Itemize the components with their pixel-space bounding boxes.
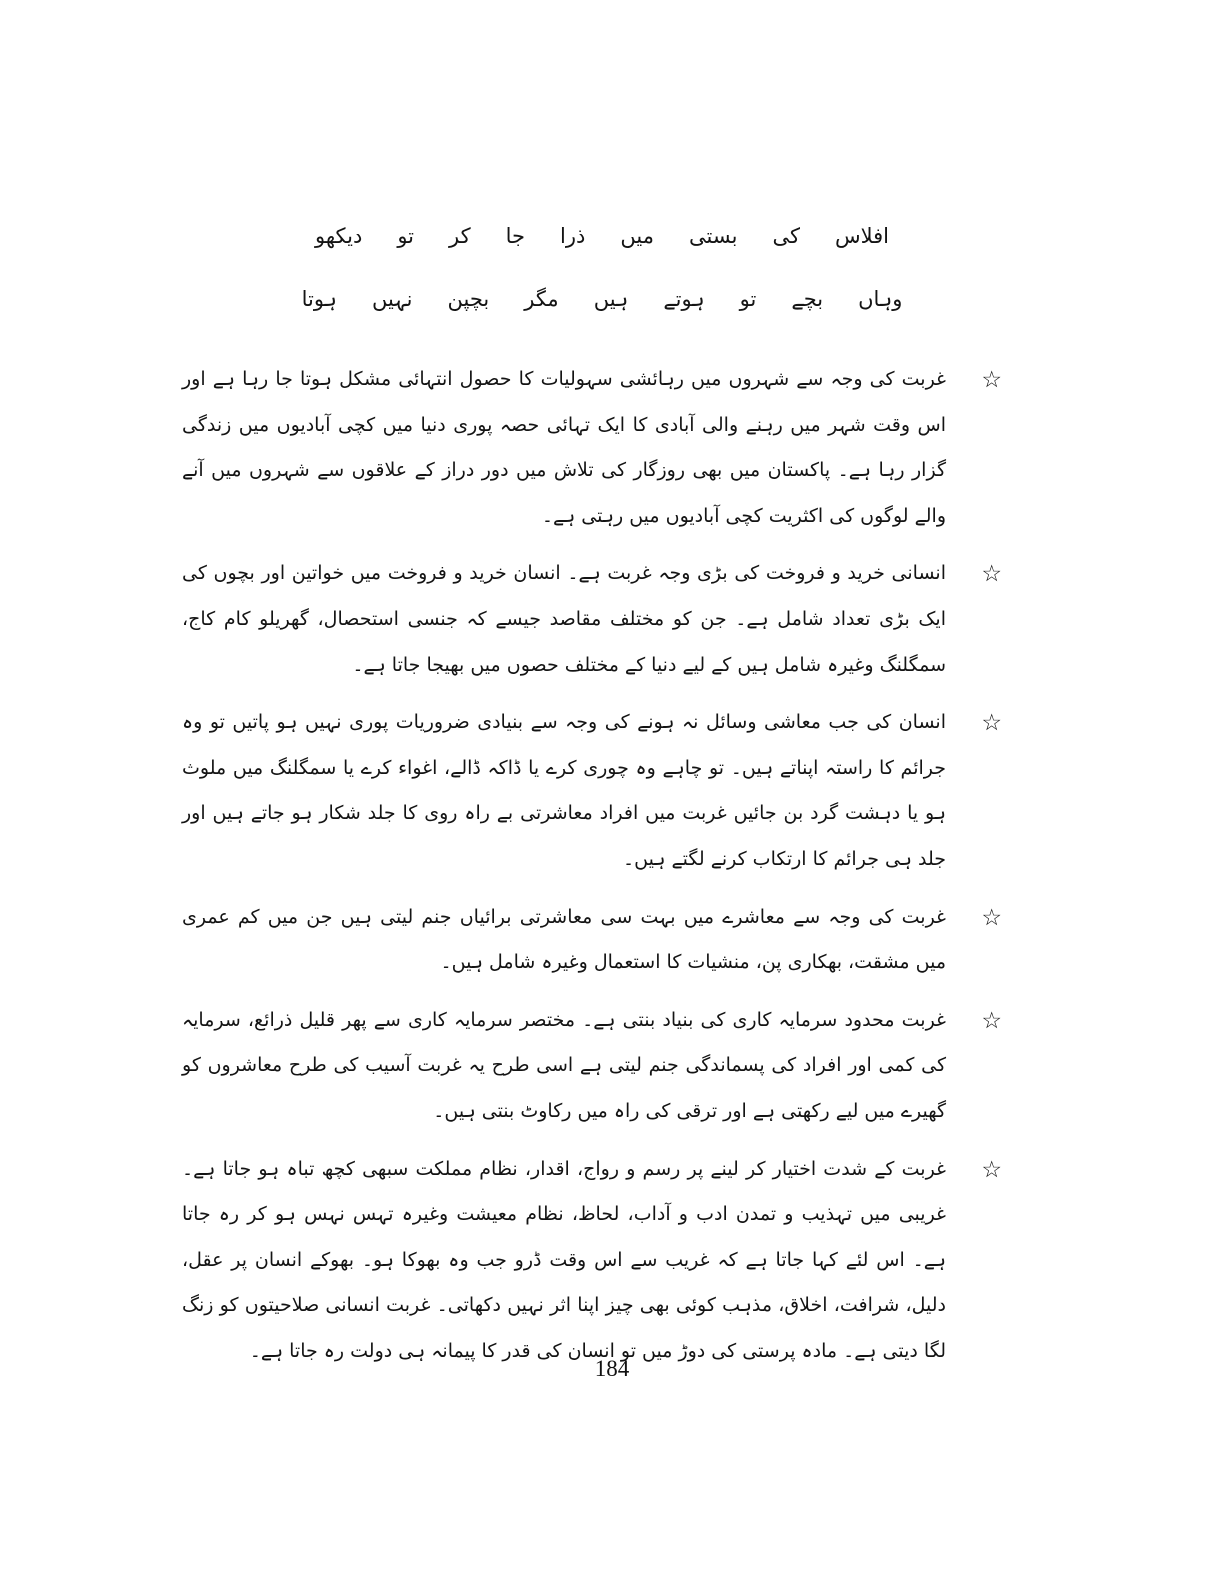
poem-line-2: وہاں بچے تو ہوتے ہیں مگر بچپن نہیں ہوتا bbox=[301, 287, 903, 311]
bullet-text-1: غربت کی وجہ سے شہروں میں رہائشی سہولیات کا حصول انتہائی مشکل ہوتا جا رہا ہے اور اس وقت شہر میں رہنے والی آبادی کا ایک تہائی حصہ پوری دنیا میں کچی آبادیوں میں زندگی گزار رہا ہے۔ پاکستان میں بھی روزگار کی تلاش میں دور دراز کے علاقوں سے شہروں میں آنے والے لوگوں کی اکثریت کچی آبادیوں میں رہتی ہے۔ bbox=[182, 368, 946, 527]
bullet-item-4 bbox=[182, 895, 1002, 986]
bullet-text-2: انسانی خرید و فروخت کی بڑی وجہ غربت ہے۔ انسان خرید و فروخت میں خواتین اور بچوں کی ایک بڑی تعداد شامل ہے۔ جن کو مختلف مقاصد جیسے کہ جنسی استحصال، گھریلو کام کاج، سمگلنگ وغیرہ شامل ہیں کے لیے دنیا کے مختلف حصوں میں بھیجا جاتا ہے۔ bbox=[182, 562, 946, 676]
bullet-text-3: انسان کی جب معاشی وسائل نہ ہونے کی وجہ سے بنیادی ضروریات پوری نہیں ہو پاتیں تو وہ جرائم کا راستہ اپناتے ہیں۔ تو چاہے وہ چوری کرے یا ڈاکہ ڈالے، اغواء کرے یا سمگلنگ میں ملوث ہو یا دہشت گرد بن جائیں غربت میں افراد معاشرتی بے راہ روی کا جلد شکار ہو جاتے ہیں اور جلد ہی جرائم کا ارتکاب کرنے لگتے ہیں۔ bbox=[182, 711, 946, 870]
page-number: 184 bbox=[594, 1356, 630, 1381]
bullet-item-6 bbox=[182, 1147, 1002, 1375]
bullet-text-5: غربت محدود سرمایہ کاری کی بنیاد بنتی ہے۔ مختصر سرمایہ کاری سے پھر قلیل ذرائع، سرمایہ کی کمی اور افراد کی پسماندگی جنم لیتی ہے اسی طرح یہ غربت آسیب کی طرح معاشروں کو گھیرے میں لیے رکھتی ہے اور ترقی کی راہ میں رکاوٹ بنتی ہیں۔ bbox=[182, 1008, 946, 1122]
bullet-item-3 bbox=[182, 700, 1002, 882]
bullet-item-5 bbox=[182, 998, 1002, 1135]
bullet-item-2 bbox=[182, 551, 1002, 688]
star-bullet-icon: ☆ bbox=[981, 1007, 1002, 1034]
star-bullet-icon: ☆ bbox=[981, 367, 1002, 393]
poem-couplet bbox=[242, 205, 962, 331]
star-bullet-icon: ☆ bbox=[981, 710, 1002, 737]
star-bullet-icon: ☆ bbox=[981, 1156, 1002, 1183]
page-content bbox=[182, 205, 1002, 1386]
star-bullet-icon: ☆ bbox=[981, 561, 1002, 588]
poem-line-1: افلاس کی بستی میں ذرا جا کر تو دیکھو bbox=[314, 224, 890, 248]
star-bullet-icon: ☆ bbox=[981, 904, 1002, 931]
bullet-item-1 bbox=[182, 357, 1002, 539]
bullet-text-4: غربت کی وجہ سے معاشرے میں بہت سی معاشرتی برائیاں جنم لیتی ہیں جن میں کم عمری میں مشقت، بھکاری پن، منشیات کا استعمال وغیرہ شامل ہیں۔ bbox=[182, 905, 946, 974]
bullet-text-6: غربت کے شدت اختیار کر لینے پر رسم و رواج، اقدار، نظام مملکت سبھی کچھ تباہ ہو جاتا ہے۔ غریبی میں تہذیب و تمدن ادب و آداب، لحاظ، نظام معیشت وغیرہ تہس نہس ہو کر رہ جاتا ہے۔ اس لئے کہا جاتا ہے کہ غریب سے اس وقت ڈرو جب وہ بھوکا ہو۔ بھوکے انسان پر عقل، دلیل، شرافت، اخلاق، مذہب کوئی بھی چیز اپنا اثر نہیں دکھاتی۔ غربت انسانی صلاحیتوں کو زنگ لگا دیتی ہے۔ مادہ پرستی کی دوڑ میں تو انسان کی قدر کا پیمانہ ہی دولت رہ جاتا ہے۔ bbox=[182, 1157, 946, 1362]
